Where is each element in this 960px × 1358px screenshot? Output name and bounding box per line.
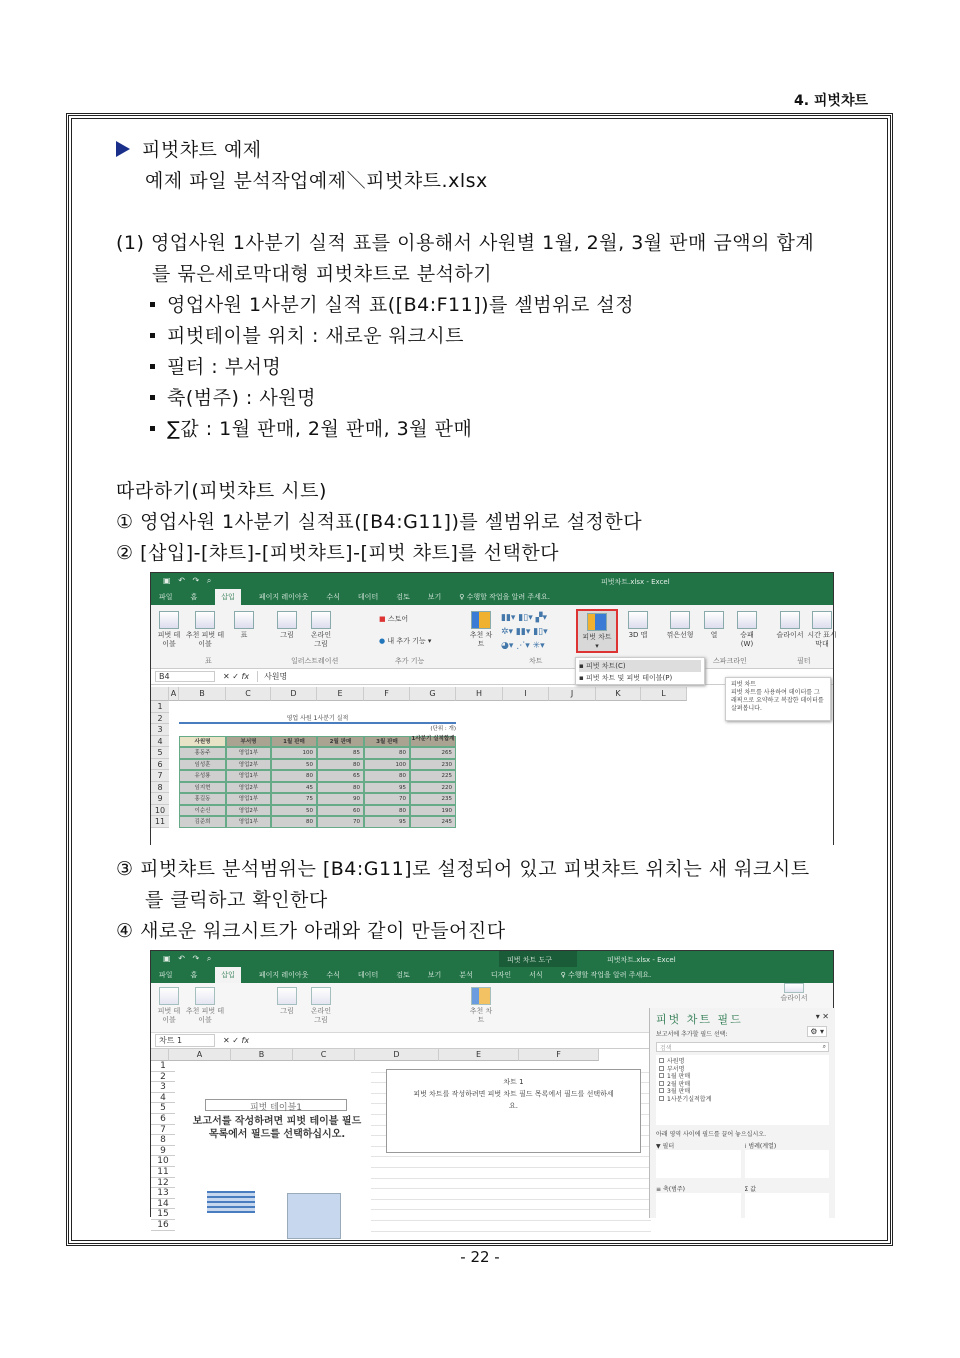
- table-cell: 홍동주: [179, 747, 226, 759]
- row-header[interactable]: 5: [151, 1103, 175, 1114]
- field-label: 2월 판매: [667, 1080, 691, 1088]
- field-list-illustration-icon: [287, 1193, 341, 1239]
- column-header[interactable]: L: [641, 687, 687, 701]
- table-cell: 265: [410, 747, 456, 759]
- page-number: - 22 -: [460, 1248, 500, 1266]
- chart-placeholder[interactable]: [386, 1069, 641, 1153]
- column-header[interactable]: K: [596, 687, 641, 701]
- online-picture-button[interactable]: 온라인 그림: [307, 611, 335, 649]
- formula-icons: ✕ ✓ fx: [223, 672, 250, 681]
- timeline-icon: [812, 611, 832, 629]
- online-picture-icon: [311, 987, 331, 1005]
- ribbon-disabled: 피벗 테이블 추천 피벗 테이블 그림 온라인 그림 추천 차트 슬라이서: [151, 983, 833, 1033]
- field-checkbox[interactable]: [659, 1096, 826, 1104]
- bullet-item: [150, 414, 472, 441]
- column-header[interactable]: J: [549, 687, 596, 701]
- row-header[interactable]: 6: [151, 1114, 175, 1125]
- row-header[interactable]: 2: [151, 1072, 175, 1083]
- table-cell: 95: [364, 782, 410, 794]
- field-label: 부서명: [667, 1065, 685, 1073]
- pivot-chart-button[interactable]: 피벗 차트 ▾: [576, 609, 618, 653]
- title-bar: [151, 573, 833, 589]
- square-bullet-icon: [150, 426, 155, 431]
- search-icon: ⌕: [822, 1043, 826, 1050]
- row-header[interactable]: 9: [151, 1146, 175, 1157]
- pane-subtitle: 보고서에 추가할 필드 선택:: [656, 1031, 728, 1038]
- table-icon: [234, 611, 254, 629]
- row-header[interactable]: 4: [151, 1093, 175, 1104]
- table-cell: 70: [364, 793, 410, 805]
- table-cell: 90: [317, 793, 364, 805]
- recommended-pivot-button[interactable]: 추천 피벗 테이블: [185, 611, 225, 649]
- tab-11[interactable]: 서식: [529, 971, 543, 979]
- sheet-title: 영업 사원 1사분기 실적: [179, 713, 456, 725]
- group-label: 차트: [529, 657, 543, 665]
- tab-4[interactable]: 페이지 레이아웃: [258, 971, 309, 979]
- column-header[interactable]: A: [169, 687, 179, 701]
- tab-9[interactable]: 분석: [459, 971, 473, 979]
- table-cell: 80: [317, 782, 364, 794]
- pivot-table-button[interactable]: 피벗 테이블: [157, 611, 181, 649]
- line-sparkline-icon: [670, 611, 690, 629]
- field-label: 사원명: [667, 1058, 685, 1065]
- table-cell: 220: [410, 782, 456, 794]
- tab-7[interactable]: 검토: [396, 971, 410, 979]
- sparkline-line-button[interactable]: 꺾은선형: [663, 611, 697, 640]
- excel-screenshot-new-pivot-sheet: [150, 950, 834, 1230]
- checkbox-icon: [659, 1096, 664, 1101]
- menu-item-pivot-chart-and-table[interactable]: ▪ 피벗 차트 및 피벗 테이블(P): [579, 674, 673, 682]
- gridline: [371, 1188, 651, 1189]
- checkbox-icon: [659, 1058, 664, 1063]
- table-cell: 245: [410, 816, 456, 828]
- table-cell: 이순신: [179, 805, 226, 817]
- tab-6[interactable]: 데이터: [357, 593, 379, 601]
- table-cell: 영업2부: [226, 805, 271, 817]
- tab-2[interactable]: 홈: [190, 593, 198, 601]
- table-cell: 홍길동: [179, 793, 226, 805]
- field-label: 1사분기실적합계: [667, 1095, 712, 1103]
- tell-me-search[interactable]: ♀ 수행할 작업을 알려 주세요.: [459, 593, 550, 601]
- 3d-map-icon: [628, 611, 648, 629]
- table-cell: 임성훈: [179, 759, 226, 771]
- tab-8[interactable]: 보기: [427, 593, 442, 601]
- row-header[interactable]: 2: [151, 713, 169, 725]
- pivot-table-placeholder[interactable]: 피벗 테이블1: [205, 1099, 347, 1111]
- winloss-icon: [737, 611, 757, 629]
- recommended-charts-icon: [471, 611, 491, 629]
- table-cell: 80: [271, 770, 317, 782]
- table-cell: 영업1부: [226, 816, 271, 828]
- section-heading: [116, 135, 262, 162]
- field-checkbox[interactable]: [659, 1066, 826, 1074]
- table-cell: 50: [271, 759, 317, 771]
- row-header[interactable]: 3: [151, 724, 169, 736]
- name-box[interactable]: B4: [155, 671, 215, 682]
- area-axis[interactable]: ≡ 축(범주): [656, 1184, 741, 1221]
- table-cell: 190: [410, 805, 456, 817]
- group-label: 표: [205, 657, 212, 665]
- table-cell: 235: [410, 793, 456, 805]
- pivot-chart-tools-label: 피벗 차트 도구: [499, 951, 577, 967]
- pivot-table-illustration-icon: [207, 1191, 255, 1213]
- table-cell: 80: [364, 747, 410, 759]
- table-cell: 임지현: [179, 782, 226, 794]
- field-label: 3월 판매: [667, 1088, 691, 1095]
- column-header[interactable]: C: [293, 1049, 355, 1061]
- column-header[interactable]: G: [410, 687, 456, 701]
- excel-screenshot-insert-pivot-chart: [150, 572, 837, 845]
- tab-5[interactable]: 수식: [326, 593, 340, 601]
- unit-label: (단위 : 개): [430, 726, 456, 732]
- row-header[interactable]: 7: [151, 770, 169, 782]
- timeline-button[interactable]: 시간 표시 막대: [807, 611, 837, 649]
- tab-7[interactable]: 검토: [396, 593, 410, 601]
- row-header[interactable]: 10: [151, 1156, 175, 1167]
- column-header[interactable]: I: [503, 687, 549, 701]
- table-cell: 85: [317, 747, 364, 759]
- gridline: [371, 1167, 651, 1168]
- checkbox-icon: [659, 1088, 664, 1093]
- column-header[interactable]: F: [519, 1049, 599, 1061]
- row-header[interactable]: 8: [151, 1135, 175, 1146]
- step-3: ③ 피벗챠트 분석범위는 [B4:G11]로 설정되어 있고 피벗챠트 위치는 새 워크시트: [116, 858, 810, 880]
- sparkline-winloss-button[interactable]: 승패 (W): [735, 611, 759, 649]
- table-cell: 영업1부: [226, 770, 271, 782]
- chart-type-icons[interactable]: ▮▮▾ ▮▯▾ ▞▾ ✲▾ ▮▮▾ ▮▯▾ ◕▾ ⋰▾ ✳▾: [501, 613, 548, 651]
- window-title: 피벗차트.xlsx - Excel: [601, 578, 670, 586]
- select-all-corner: [151, 1049, 169, 1061]
- step-1: ① 영업사원 1사분기 실적표([B4:G11])를 셀범위로 설정한다: [116, 511, 643, 533]
- table-cell: 50: [271, 805, 317, 817]
- tab-2[interactable]: 홈: [190, 971, 198, 979]
- tab-4[interactable]: 페이지 레이아웃: [258, 593, 309, 601]
- table-cell: 80: [271, 816, 317, 828]
- row-header[interactable]: 7: [151, 1125, 175, 1136]
- table-cell: 65: [317, 770, 364, 782]
- row-header[interactable]: 6: [151, 759, 169, 771]
- bullet-item: [150, 383, 316, 410]
- tab-3[interactable]: 삽입: [215, 589, 241, 605]
- pivot-chart-icon: [587, 613, 607, 631]
- table-cell: 100: [364, 759, 410, 771]
- table-button[interactable]: 표: [233, 611, 255, 640]
- sparkline-column-button[interactable]: 열: [703, 611, 725, 640]
- table-cell: 80: [364, 805, 410, 817]
- table-cell: 영업2부: [226, 782, 271, 794]
- 3d-map-button[interactable]: 3D 맵: [627, 611, 649, 640]
- table-header-cell: 부서명: [226, 736, 271, 748]
- gridline: [371, 1199, 651, 1200]
- row-header[interactable]: 5: [151, 747, 169, 759]
- square-bullet-icon: [150, 364, 155, 369]
- select-all-corner: [151, 687, 169, 701]
- step-2: ② [삽입]-[챠트]-[피벗챠트]-[피벗 챠트]를 선택한다: [116, 542, 560, 564]
- row-header[interactable]: 3: [151, 1082, 175, 1093]
- row-header[interactable]: 11: [151, 816, 169, 828]
- picture-icon: [277, 611, 297, 629]
- bullet-item: [150, 290, 634, 317]
- table-cell: 60: [317, 805, 364, 817]
- tab-5[interactable]: 수식: [326, 971, 340, 979]
- row-header[interactable]: 1: [151, 1061, 175, 1072]
- group-label: 스파크라인: [713, 657, 747, 665]
- bullet-item: [150, 321, 464, 348]
- bullet-text: 필터 : 부서명: [167, 356, 282, 378]
- recommended-charts-icon: [471, 987, 491, 1005]
- online-picture-icon: [311, 611, 331, 629]
- bullet-text: ∑값 : 1월 판매, 2월 판매, 3월 판매: [167, 418, 473, 440]
- chart-message: 피벗 차트를 작성하려면 피벗 차트 필드 목록에서 필드를 선택하세요.: [413, 1090, 614, 1110]
- step-4: ④ 새로운 워크시트가 아래와 같이 만들어진다: [116, 920, 506, 942]
- store-button[interactable]: ■ 스토어: [379, 615, 409, 623]
- row-header[interactable]: 12: [151, 1178, 175, 1189]
- table-header-cell: 2월 판매: [317, 736, 364, 748]
- ribbon-tabs: [151, 967, 833, 983]
- column-header[interactable]: H: [456, 687, 503, 701]
- tab-10[interactable]: 디자인: [490, 971, 512, 979]
- tab-3[interactable]: 삽입: [215, 967, 241, 983]
- checkbox-icon: [659, 1066, 664, 1071]
- bullet-text: 영업사원 1사분기 실적 표([B4:F11])를 셀범위로 설정: [167, 294, 635, 316]
- task-line-1: (1) 영업사원 1사분기 실적 표를 이용해서 사원별 1월, 2월, 3월 판매 금액의 합계: [116, 232, 815, 254]
- table-cell: 유성룡: [179, 770, 226, 782]
- column-header[interactable]: C: [226, 687, 271, 701]
- picture-button[interactable]: 그림: [275, 611, 299, 640]
- row-header[interactable]: 10: [151, 805, 169, 817]
- square-bullet-icon: [150, 302, 155, 307]
- gear-icon[interactable]: ⚙ ▾: [807, 1026, 827, 1037]
- quick-access-icons: ▣ ↶ ↷ ⌕: [163, 954, 212, 963]
- name-box[interactable]: 차트 1: [155, 1034, 215, 1047]
- bullet-text: 피벗테이블 위치 : 새로운 워크시트: [167, 325, 465, 347]
- task-line-2: 를 묶은세로막대형 피벗챠트로 분석하기: [152, 263, 493, 285]
- field-checkbox[interactable]: [659, 1088, 826, 1096]
- recommended-charts-button[interactable]: 추천 차트: [467, 611, 495, 649]
- row-header[interactable]: 8: [151, 782, 169, 794]
- table-header-cell: 1월 판매: [271, 736, 317, 748]
- running-header: 4. 피벗챠트: [793, 93, 868, 109]
- quick-access-icons: ▣ ↶ ↷ ⌕: [163, 576, 212, 585]
- row-header[interactable]: 13: [151, 1188, 175, 1199]
- example-file: 예제 파일 분석작업예제＼피벗챠트.xlsx: [145, 170, 488, 192]
- recommended-pivot-icon: [195, 987, 215, 1005]
- table-cell: 230: [410, 759, 456, 771]
- tooltip: 피벗 차트 피벗 차트를 사용하여 데이터를 그래픽으로 요약하고 복잡한 데이터를 살펴봅니다.: [725, 677, 831, 721]
- close-icon[interactable]: ▾ ✕: [815, 1012, 829, 1021]
- slicer-icon: [784, 983, 804, 993]
- recommended-pivot-icon: [195, 611, 215, 629]
- pivot-table-icon: [159, 611, 179, 629]
- column-header[interactable]: A: [169, 1049, 231, 1061]
- drag-hint: 아래 영역 사이에 필드를 끌어 놓으십시오.: [656, 1131, 766, 1138]
- bullet-text: 축(범주) : 사원명: [167, 387, 316, 409]
- column-header[interactable]: F: [364, 687, 410, 701]
- row-header[interactable]: 4: [151, 736, 169, 748]
- table-cell: 영업1부: [226, 747, 271, 759]
- field-search-input[interactable]: 검색 ⌕: [656, 1042, 829, 1052]
- gridline: [371, 1209, 651, 1210]
- table-cell: 100: [271, 747, 317, 759]
- menu-item-pivot-chart[interactable]: ▪ 피벗 차트(C): [579, 660, 701, 672]
- column-sparkline-icon: [704, 611, 724, 629]
- slicer-icon: [780, 611, 800, 629]
- table-cell: 영업1부: [226, 793, 271, 805]
- column-header[interactable]: E: [439, 1049, 519, 1061]
- tab-1[interactable]: 파일: [159, 593, 173, 601]
- section-title: 피벗챠트 예제: [142, 139, 262, 161]
- table-cell: 80: [317, 759, 364, 771]
- pivot-table-message: 보고서를 작성하려면 피벗 테이블 필드 목록에서 필드를 선택하십시오.: [192, 1116, 362, 1140]
- area-values[interactable]: Σ 값: [745, 1184, 830, 1221]
- row-header[interactable]: 14: [151, 1199, 175, 1210]
- tell-me-search[interactable]: ♀ 수행할 작업을 알려 주세요.: [560, 971, 652, 979]
- field-label: 1월 판매: [667, 1073, 691, 1080]
- title-bar: [151, 951, 833, 967]
- table-cell: 영업2부: [226, 759, 271, 771]
- table-cell: 75: [271, 793, 317, 805]
- pivot-chart-fields-pane: [649, 1008, 835, 1218]
- column-header[interactable]: D: [271, 687, 317, 701]
- formula-input[interactable]: 사원명: [257, 671, 833, 682]
- field-checkbox[interactable]: [659, 1058, 826, 1066]
- table-cell: 95: [364, 816, 410, 828]
- group-label: 일러스트레이션: [291, 657, 339, 665]
- square-bullet-icon: [150, 395, 155, 400]
- table-cell: 70: [317, 816, 364, 828]
- field-list: [656, 1055, 829, 1125]
- group-label: 추가 기능: [395, 657, 425, 665]
- column-header[interactable]: B: [179, 687, 226, 701]
- tab-6[interactable]: 데이터: [357, 971, 379, 979]
- area-filter[interactable]: ▼ 필터: [656, 1141, 741, 1178]
- pane-title: 피벗 차트 필드: [656, 1013, 743, 1026]
- table-header-cell: 사원명: [179, 736, 226, 748]
- table-cell: 김준희: [179, 816, 226, 828]
- column-header[interactable]: B: [231, 1049, 293, 1061]
- column-header[interactable]: E: [317, 687, 364, 701]
- checkbox-icon: [659, 1081, 664, 1086]
- row-header[interactable]: 15: [151, 1209, 175, 1220]
- table-header-cell: 3월 판매: [364, 736, 410, 748]
- pivot-chart-dropdown: [575, 657, 705, 685]
- field-checkbox[interactable]: [659, 1073, 826, 1081]
- picture-icon: [277, 987, 297, 1005]
- row-header[interactable]: 11: [151, 1167, 175, 1178]
- gridline: [371, 1156, 651, 1157]
- tab-8[interactable]: 보기: [427, 971, 442, 979]
- gridline: [371, 1178, 651, 1179]
- bullet-item: [150, 352, 281, 379]
- row-header[interactable]: 1: [151, 701, 169, 713]
- gridline: [371, 1220, 651, 1221]
- triangle-bullet-icon: [116, 141, 130, 157]
- table-cell: 225: [410, 770, 456, 782]
- tab-1[interactable]: 파일: [159, 971, 173, 979]
- my-addins-button[interactable]: ● 내 추가 기능 ▾: [379, 637, 432, 645]
- square-bullet-icon: [150, 333, 155, 338]
- table-header-cell: 1사분기 실적합계: [410, 736, 456, 748]
- checkbox-icon: [659, 1073, 664, 1078]
- ribbon-tabs: [151, 589, 833, 605]
- follow-title: 따라하기(피벗챠트 시트): [116, 480, 327, 502]
- row-header[interactable]: 9: [151, 793, 169, 805]
- area-legend[interactable]: ⁞ 범례(계열): [745, 1141, 830, 1178]
- formula-icons: ✕ ✓ fx: [223, 1036, 250, 1045]
- chart-title: 차트 1: [503, 1078, 524, 1086]
- window-title: 피벗차트.xlsx - Excel: [607, 956, 676, 964]
- field-checkbox[interactable]: [659, 1081, 826, 1089]
- ribbon: [151, 605, 837, 669]
- slicer-button[interactable]: 슬라이서: [775, 611, 805, 640]
- group-label: 필터: [797, 657, 811, 665]
- step-3-cont: 를 클릭하고 확인한다: [145, 889, 328, 911]
- row-header[interactable]: 16: [151, 1220, 175, 1231]
- table-cell: 45: [271, 782, 317, 794]
- column-header[interactable]: D: [355, 1049, 439, 1061]
- pivot-table-icon: [159, 987, 179, 1005]
- gridline: [371, 1231, 651, 1232]
- table-cell: 80: [364, 770, 410, 782]
